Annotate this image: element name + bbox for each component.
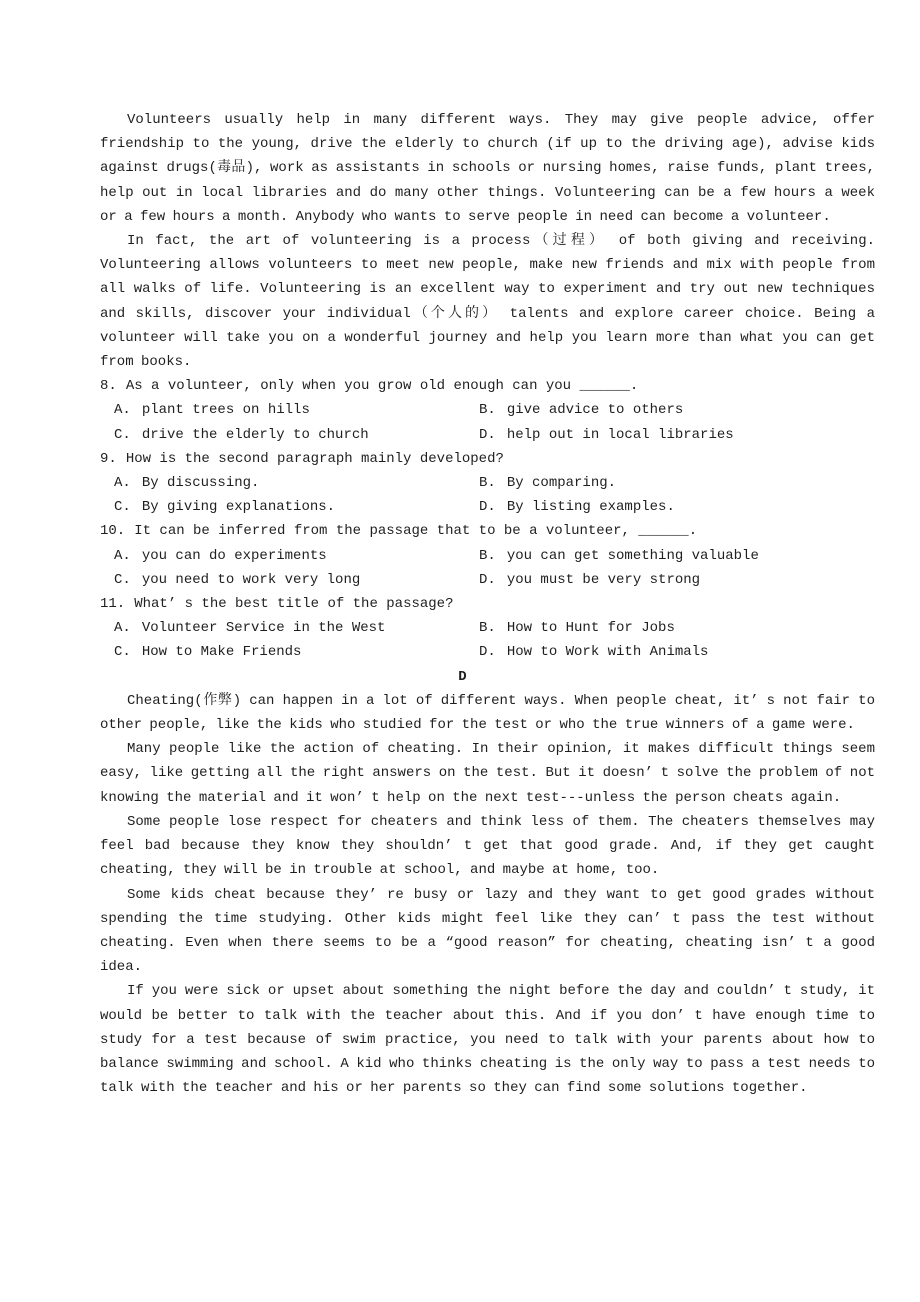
option-row	[100, 544, 875, 568]
option-text: plant trees on hills	[141, 402, 310, 419]
question-text: It can be inferred from the passage that to be a volunteer, ______.	[134, 523, 698, 540]
option-row	[100, 568, 875, 592]
answer-option	[479, 495, 875, 519]
option-text: you can get something valuable	[506, 547, 759, 564]
answer-option	[114, 568, 479, 592]
option-row	[100, 471, 875, 495]
answer-option	[114, 495, 479, 519]
passage-paragraph: If you were sick or upset about something the night before the day and couldn’ t study, it would be better to talk with the teacher about this. And if you don’ t have enough time to study for a test because of swim practice, you need to talk with your parents about how to balance swimming and school. A kid who thinks cheating is the only way to pass a test needs to talk with the teacher and his or her parents so they can find some solutions together.	[100, 983, 875, 1097]
passage-paragraph: Volunteers usually help in many different ways. They may give people advice, offer friendship to the young, drive the elderly to church (if up to the driving age), advise kids against drugs(毒品), work as assistants in schools or nursing homes, raise funds, plant trees, help out in local libraries and do many other things. Volunteering can be a few hours a week or a few hours a month. Anybody who wants to serve people in need can become a volunteer.	[100, 112, 875, 225]
answer-option	[479, 616, 875, 640]
option-row	[100, 495, 875, 519]
option-label: A.	[114, 547, 131, 564]
answer-option	[114, 398, 479, 422]
option-text: By discussing.	[141, 475, 260, 492]
answer-option	[479, 398, 875, 422]
option-label: A.	[114, 620, 131, 637]
question-stem	[100, 592, 875, 616]
option-label: A.	[114, 402, 131, 419]
option-text: you need to work very long	[141, 571, 361, 588]
question-stem	[100, 519, 875, 543]
option-text: help out in local libraries	[506, 426, 734, 443]
question-number: 10.	[100, 523, 126, 540]
question-11	[100, 592, 875, 665]
option-row	[100, 616, 875, 640]
answer-option	[479, 568, 875, 592]
answer-option	[479, 471, 875, 495]
question-number: 9.	[100, 450, 117, 467]
answer-option	[114, 544, 479, 568]
answer-option	[479, 423, 875, 447]
answer-option	[114, 471, 479, 495]
option-text: How to Hunt for Jobs	[506, 620, 675, 637]
option-text: How to Work with Animals	[506, 644, 709, 661]
option-label: C.	[114, 644, 131, 661]
option-label: C.	[114, 499, 131, 516]
question-9	[100, 447, 875, 520]
option-label: B.	[479, 547, 496, 564]
option-text: drive the elderly to church	[141, 426, 369, 443]
option-row	[100, 398, 875, 422]
passage-paragraph: In fact, the art of volunteering is a process（过程） of both giving and receiving. Volunteering allows volunteers to meet new people, make new friends and mix with people from all walks of life. Volunteering is an excellent way to experiment and try out new techniques and skills, discover your individual（个人的） talents and explore career choice. Being a volunteer will take you on a wonderful journey and help you learn more than what you can get from books.	[100, 233, 875, 371]
answer-option	[114, 616, 479, 640]
section-d-heading: D	[458, 668, 467, 685]
option-row	[100, 640, 875, 664]
option-text: By listing examples.	[506, 499, 675, 516]
question-stem	[100, 374, 875, 398]
option-text: By comparing.	[506, 475, 617, 492]
option-row	[100, 423, 875, 447]
question-text: How is the second paragraph mainly developed?	[125, 450, 504, 467]
option-label: B.	[479, 620, 496, 637]
option-label: C.	[114, 426, 131, 443]
question-text: As a volunteer, only when you grow old enough can you ______.	[125, 378, 639, 395]
question-10	[100, 519, 875, 592]
option-text: How to Make Friends	[141, 644, 302, 661]
option-label: D.	[479, 499, 496, 516]
passage-paragraph: Many people like the action of cheating. In their opinion, it makes difficult things seem easy, like getting all the right answers on the test. But it doesn’ t solve the problem of not knowing the material and it won’ t help on the next test---unless the person cheats again.	[100, 741, 875, 806]
question-8	[100, 374, 875, 447]
passage-paragraph: Some people lose respect for cheaters and think less of them. The cheaters themselves may feel bad because they know they shouldn’ t get that good grade. And, if they get caught cheating, they will be in trouble at school, and maybe at home, too.	[100, 813, 875, 879]
option-text: you can do experiments	[141, 547, 327, 564]
question-text: What’ s the best title of the passage?	[134, 596, 454, 613]
option-label: A.	[114, 475, 131, 492]
document-body	[100, 108, 875, 1100]
option-label: B.	[479, 475, 496, 492]
answer-option	[114, 423, 479, 447]
option-label: D.	[479, 426, 496, 443]
option-label: B.	[479, 402, 496, 419]
passage-paragraph: Cheating(作弊) can happen in a lot of different ways. When people cheat, it’ s not fair to other people, like the kids who studied for the test or who the true winners of a game were.	[100, 692, 875, 734]
question-number: 8.	[100, 378, 117, 395]
answer-option	[479, 544, 875, 568]
option-text: By giving explanations.	[141, 499, 336, 516]
answer-option	[479, 640, 875, 664]
answer-option	[114, 640, 479, 664]
option-label: D.	[479, 571, 496, 588]
option-text: give advice to others	[506, 402, 684, 419]
option-label: D.	[479, 644, 496, 661]
passage-paragraph: Some kids cheat because they’ re busy or lazy and they want to get good grades without spending the time studying. Other kids might feel like they can’ t pass the test without cheating. Even when there seems to be a “good reason” for cheating, cheating isn’ t a good idea.	[100, 886, 875, 976]
question-stem	[100, 447, 875, 471]
option-text: you must be very strong	[506, 571, 701, 588]
option-label: C.	[114, 571, 131, 588]
question-number: 11.	[100, 596, 126, 613]
option-text: Volunteer Service in the West	[141, 620, 386, 637]
